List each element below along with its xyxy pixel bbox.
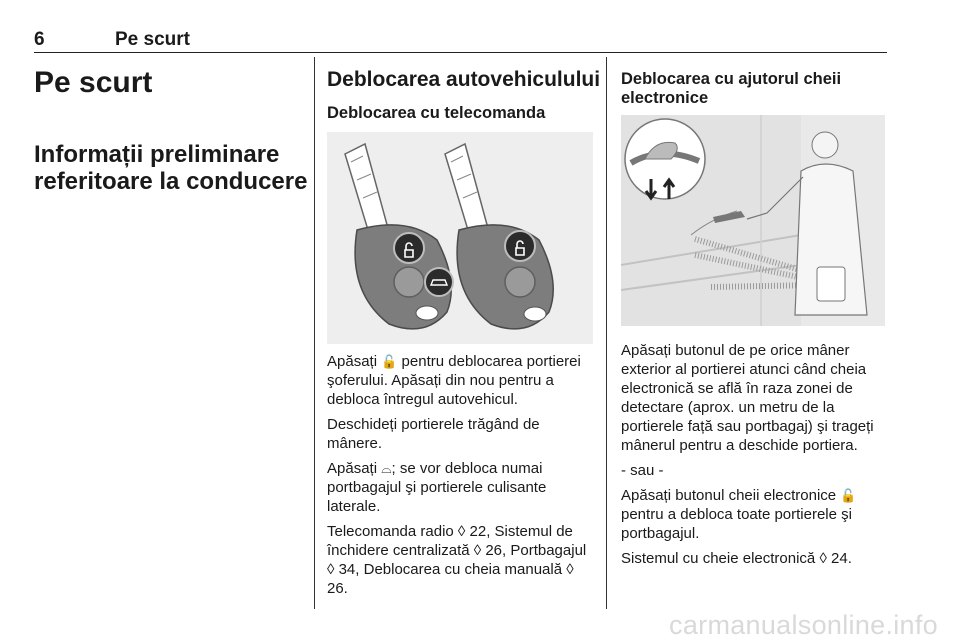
text-fragment: Apăsați butonul cheii electronice bbox=[621, 487, 841, 504]
text-fragment: 24. bbox=[826, 550, 852, 567]
text-fragment: Sistemul cu cheie electronică bbox=[621, 550, 820, 567]
header-section-title: Pe scurt bbox=[115, 29, 190, 50]
paragraph-unlock-driver bbox=[327, 352, 595, 409]
column-divider-right bbox=[606, 57, 607, 609]
paragraph-or: - sau - bbox=[621, 462, 664, 479]
paragraph-handle-button: Apăsați butonul de pe orice mâner exterior al portierei atunci când cheia electronică se află în raza zonei de detectare (aprox. un metru de la portierele față sau portbagaj) şi trageți mânerul pentru a deschide portiera. bbox=[621, 342, 874, 454]
section-title-electronic-key bbox=[621, 70, 841, 108]
paragraph-open-doors: Deschideți portierele trăgând de mânere. bbox=[327, 416, 540, 452]
mid-column-body bbox=[327, 352, 595, 604]
text-fragment: pentru a debloca toate portierele şi portbagajul. bbox=[621, 506, 852, 542]
paragraph-unlock-rear bbox=[327, 459, 595, 516]
chapter-title: Pe scurt bbox=[34, 66, 153, 99]
text-fragment: 34, Deblocarea cu cheia manuală bbox=[334, 561, 567, 578]
header-rule bbox=[34, 52, 887, 53]
text-fragment: 26, Portbagajul bbox=[481, 542, 587, 559]
title-line: Deblocarea cu ajutorul cheii bbox=[621, 70, 842, 88]
section-subtitle-remote: Deblocarea cu telecomanda bbox=[327, 104, 546, 122]
reference-arrow-icon: ◊ bbox=[566, 561, 574, 578]
remote-keys-illustration bbox=[327, 132, 593, 344]
right-column-body bbox=[621, 341, 887, 574]
text-fragment: pentru deblocarea portierei şoferului. Apăsați din nou pentru a debloca întregul autovehicul. bbox=[327, 353, 581, 408]
text-fragment: Apăsați bbox=[327, 353, 382, 370]
reference-arrow-icon: ◊ bbox=[819, 550, 827, 567]
title-line: electronice bbox=[621, 89, 709, 107]
paragraph-key-button bbox=[621, 486, 887, 543]
text-fragment: 26. bbox=[327, 580, 348, 597]
paragraph-reference bbox=[621, 549, 887, 568]
chapter-subtitle-line1: Informații preliminare bbox=[34, 141, 280, 168]
chapter-subtitle-line2: referitoare la conducere bbox=[34, 168, 308, 195]
section-title-unlock: Deblocarea autovehiculului bbox=[327, 68, 601, 91]
page-number: 6 bbox=[34, 29, 45, 50]
watermark: carmanualsonline.info bbox=[669, 610, 938, 640]
reference-arrow-icon: ◊ bbox=[473, 542, 482, 559]
reference-arrow-icon: ◊ bbox=[457, 523, 466, 540]
reference-arrow-icon: ◊ bbox=[327, 561, 335, 578]
text-fragment: Telecomanda radio bbox=[327, 523, 458, 540]
column-divider-left bbox=[314, 57, 315, 609]
van-rear-icon: ⌓ bbox=[381, 461, 392, 476]
paragraph-references bbox=[327, 522, 595, 598]
text-fragment: Apăsați bbox=[327, 460, 382, 477]
text-fragment: 22, Sistemul de închidere centralizată bbox=[327, 523, 573, 559]
chapter-subtitle bbox=[34, 141, 307, 195]
electronic-key-illustration bbox=[621, 115, 885, 326]
unlock-icon: 🔓 bbox=[840, 488, 857, 503]
unlock-icon: 🔓 bbox=[381, 354, 398, 369]
text-fragment: ; se vor debloca numai portbagajul şi portierele culisante laterale. bbox=[327, 460, 547, 515]
